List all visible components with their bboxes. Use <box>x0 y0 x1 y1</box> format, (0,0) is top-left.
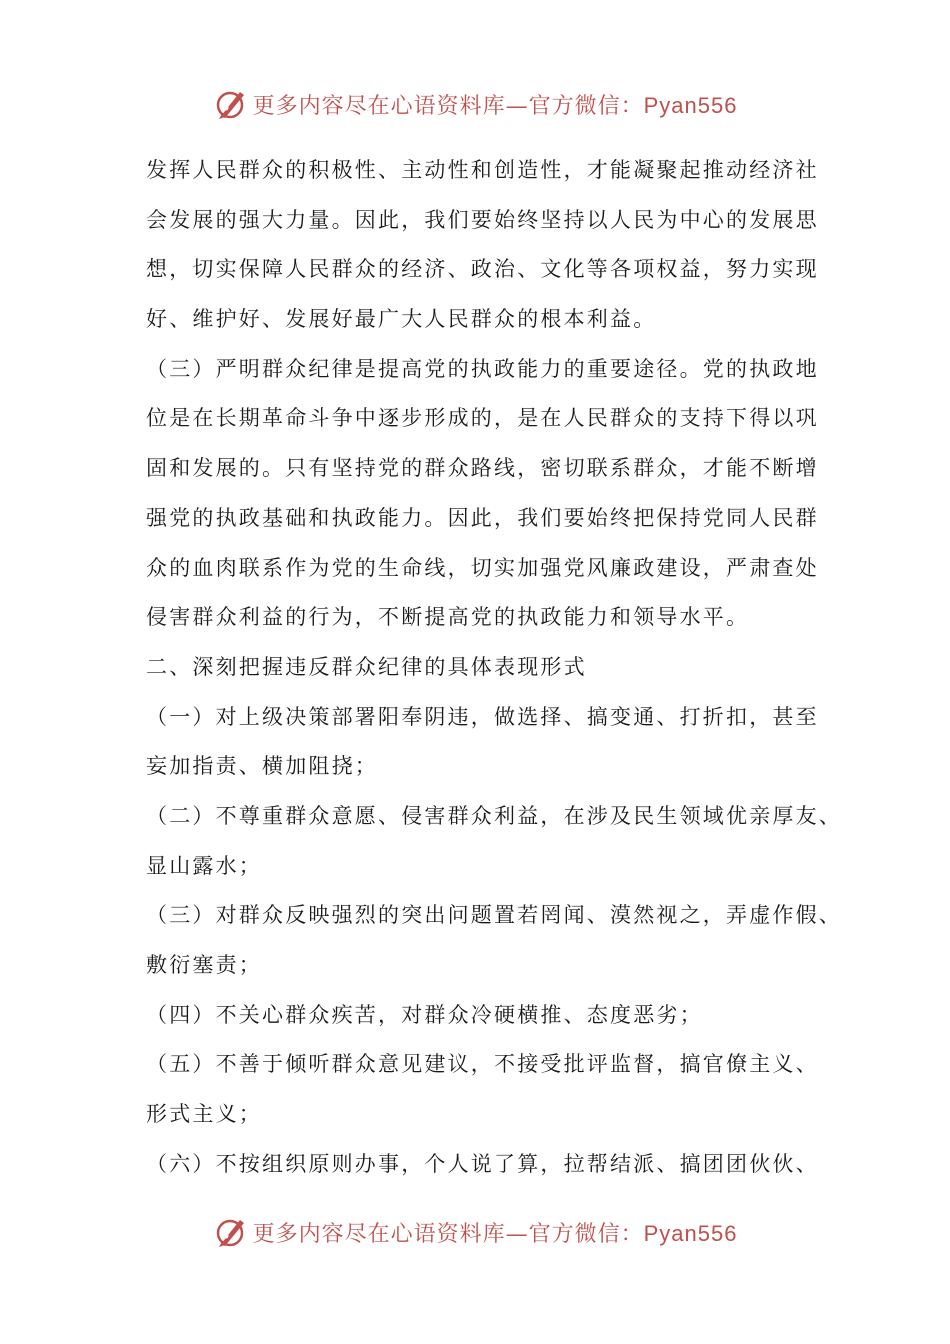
text-line: （六）不按组织原则办事，个人说了算，拉帮结派、搞团团伙伙、 <box>146 1151 819 1176</box>
text-line: （一）对上级决策部署阳奉阴违，做选择、搞变通、打折扣，甚至 <box>146 704 819 729</box>
pen-logo-icon <box>213 86 249 122</box>
footer-banner <box>0 1212 950 1252</box>
text-line: 强党的执政基础和执政能力。因此，我们要始终把保持党同人民群 <box>146 505 819 530</box>
footer-banner-text: 更多内容尽在心语资料库—官方微信：Pyan556 <box>252 1220 738 1247</box>
text-line: 二、深刻把握违反群众纪律的具体表现形式 <box>146 654 587 679</box>
text-line: 想，切实保障人民群众的经济、政治、文化等各项权益，努力实现 <box>146 257 819 282</box>
text-line: 妄加指责、横加阻挠； <box>146 754 378 779</box>
text-line: 显山露水； <box>146 853 262 878</box>
header-banner-text: 更多内容尽在心语资料库—官方微信：Pyan556 <box>252 92 738 119</box>
text-line: 固和发展的。只有坚持党的群众路线，密切联系群众，才能不断增 <box>146 456 819 481</box>
text-line: 好、维护好、发展好最广大人民群众的根本利益。 <box>146 307 657 332</box>
text-line: （三）严明群众纪律是提高党的执政能力的重要途径。党的执政地 <box>146 356 819 381</box>
text-line: （三）对群众反映强烈的突出问题置若罔闻、漠然视之，弄虚作假、 <box>146 903 842 928</box>
text-line: （二）不尊重群众意愿、侵害群众利益，在涉及民生领域优亲厚友、 <box>146 803 842 828</box>
footer-contact: Pyan556 <box>643 1220 738 1246</box>
header-banner <box>0 84 950 124</box>
text-line: 位是在长期革命斗争中逐步形成的，是在人民群众的支持下得以巩 <box>146 406 819 431</box>
text-line: 敷衍塞责； <box>146 953 262 977</box>
text-line: （五）不善于倾听群众意见建议，不接受批评监督，搞官僚主义、 <box>146 1052 819 1077</box>
text-line: 侵害群众利益的行为，不断提高党的执政能力和领导水平。 <box>146 605 750 630</box>
document-body <box>146 146 842 1189</box>
header-contact: Pyan556 <box>643 92 738 118</box>
pen-logo-icon <box>213 1214 249 1250</box>
text-line: 会发展的强大力量。因此，我们要始终坚持以人民为中心的发展思 <box>146 207 819 232</box>
text-line: （四）不关心群众疾苦，对群众冷硬横推、态度恶劣； <box>146 1002 703 1027</box>
text-line: 众的血肉联系作为党的生命线，切实加强党风廉政建设，严肃查处 <box>146 555 819 580</box>
text-line: 形式主义； <box>146 1102 262 1127</box>
text-line: 发挥人民群众的积极性、主动性和创造性，才能凝聚起推动经济社 <box>146 158 819 182</box>
